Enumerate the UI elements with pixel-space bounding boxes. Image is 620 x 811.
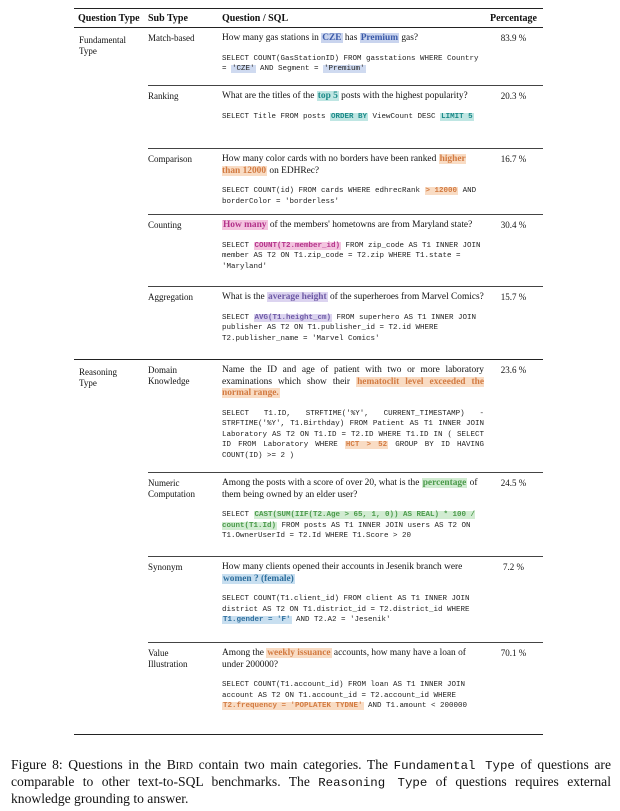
figure-caption: Figure 8: Questions in the Bird contain two main categories. The Fundamental Type of questions are comparable to other text-to-SQL benchmarks. The Reasoning Type of questions requires external knowledge grounding to answer. — [11, 757, 611, 806]
table-row — [74, 360, 543, 473]
question-text: How many color cards with no borders have been ranked higher than 12000 on EDHRec? — [222, 154, 466, 176]
percentage: 70.1 % — [484, 643, 543, 735]
question-cell — [222, 215, 484, 287]
sql-text: SELECT Title FROM posts ORDER BY ViewCount DESC LIMIT 5 — [222, 112, 473, 121]
sub-type: Match-based — [148, 28, 222, 86]
percentage: 24.5 % — [484, 473, 543, 557]
question-cell — [222, 557, 484, 643]
question-cell — [222, 28, 484, 86]
percentage: 30.4 % — [484, 215, 543, 287]
group-reasoning — [74, 360, 148, 735]
question-text: How many of the members' hometowns are from Maryland state? — [223, 220, 473, 231]
group-label-line1: Fundamental — [79, 35, 126, 45]
percentage: 16.7 % — [484, 149, 543, 215]
sub-type: Value Illustration — [148, 643, 222, 735]
question-cell — [222, 360, 484, 473]
header-percentage: Percentage — [484, 9, 543, 28]
question-text: How many clients opened their accounts in Jesenik branch were women ? (female) — [222, 562, 463, 584]
sql-text: SELECT AVG(T1.height_cm) FROM superhero AS T1 INNER JOIN publisher AS T2 ON T1.publisher_id = T2.id WHERE T2.publisher_name = 'Marvel Comics' — [222, 313, 477, 343]
percentage: 7.2 % — [484, 557, 543, 643]
header-sub-type: Sub Type — [148, 9, 222, 28]
question-cell — [222, 287, 484, 360]
sql-text: SELECT T1.ID, STRFTIME('%Y', CURRENT_TIMESTAMP) - STRFTIME('%Y', T1.Birthday) FROM Patient AS T1 INNER JOIN Laboratory AS T2 ON T1.ID = T2.ID WHERE T1.ID IN ( SELECT ID FROM Laboratory WHERE HCT > 52 GROUP BY ID HAVING COUNT(ID) >= 2 ) — [222, 409, 484, 461]
header-question-type: Question Type — [74, 9, 148, 28]
question-text: How many gas stations in CZE has Premium gas? — [222, 33, 419, 43]
question-type-table — [74, 8, 543, 735]
question-cell — [222, 643, 484, 735]
sql-text: SELECT CAST(SUM(IIF(T2.Age > 65, 1, 0)) AS REAL) * 100 / count(T1.Id) FROM posts AS T1 INNER JOIN users AS T2 ON T1.OwnerUserId = T2.Id WHERE T1.Score > 20 — [222, 511, 476, 541]
question-cell — [222, 473, 484, 557]
group-label-line2: Type — [79, 46, 97, 56]
percentage: 23.6 % — [484, 360, 543, 473]
group-label-line2: Type — [79, 378, 97, 389]
percentage: 83.9 % — [484, 28, 543, 86]
header-question-sql: Question / SQL — [222, 9, 484, 28]
question-cell — [222, 86, 484, 149]
question-text: What are the titles of the top 5 posts with the highest popularity? — [222, 91, 468, 101]
percentage: 15.7 % — [484, 287, 543, 360]
group-fundamental — [74, 28, 148, 360]
sub-type: Synonym — [148, 557, 222, 643]
sub-type: Ranking — [148, 86, 222, 149]
table-row — [74, 28, 543, 86]
sql-text: SELECT COUNT(GasStationID) FROM gasstations WHERE Country = 'CZE' AND Segment = 'Premium' — [222, 54, 479, 74]
sub-type: Counting — [148, 215, 222, 287]
sql-text: SELECT COUNT(id) FROM cards WHERE edhrecRank > 12000 AND borderColor = 'borderless' — [222, 187, 477, 206]
sql-text: SELECT COUNT(T1.account_id) FROM loan AS T1 INNER JOIN account AS T2 ON T1.account_id = T2.account_id WHERE T2.frequency = 'POPLATEK TYDNE' AND T1.amount < 200000 — [222, 681, 468, 711]
sql-text: SELECT COUNT(T1.client_id) FROM client AS T1 INNER JOIN district AS T2 ON T1.district_id = T2.district_id WHERE T1.gender = 'F' AND T2.A2 = 'Jesenik' — [222, 595, 470, 625]
group-label-line1: Reasoning — [79, 367, 117, 378]
sql-text: SELECT COUNT(T2.member_id) FROM zip_code AS T1 INNER JOIN member AS T2 ON T1.zip_code = T2.zip WHERE T1.state = 'Maryland' — [222, 241, 481, 271]
bird-name: Bird — [166, 757, 193, 772]
question-text: Name the ID and age of patient with two or more laboratory examinations which show their hematoclit level exceeded the normal range. — [222, 365, 485, 399]
table-header-row — [74, 9, 543, 28]
question-text: What is the average height of the superheroes from Marvel Comics? — [222, 292, 484, 303]
sub-type: Aggregation — [148, 287, 222, 360]
sub-type: Numeric Computation — [148, 473, 222, 557]
sub-type: Domain Knowledge — [148, 360, 222, 473]
percentage: 20.3 % — [484, 86, 543, 149]
sub-type: Comparison — [148, 149, 222, 215]
question-cell — [222, 149, 484, 215]
question-text: Among the posts with a score of over 20, what is the percentage of them being owned by an elder user? — [222, 478, 478, 500]
question-text: Among the weekly issuance accounts, how many have a loan of under 200000? — [222, 648, 466, 670]
